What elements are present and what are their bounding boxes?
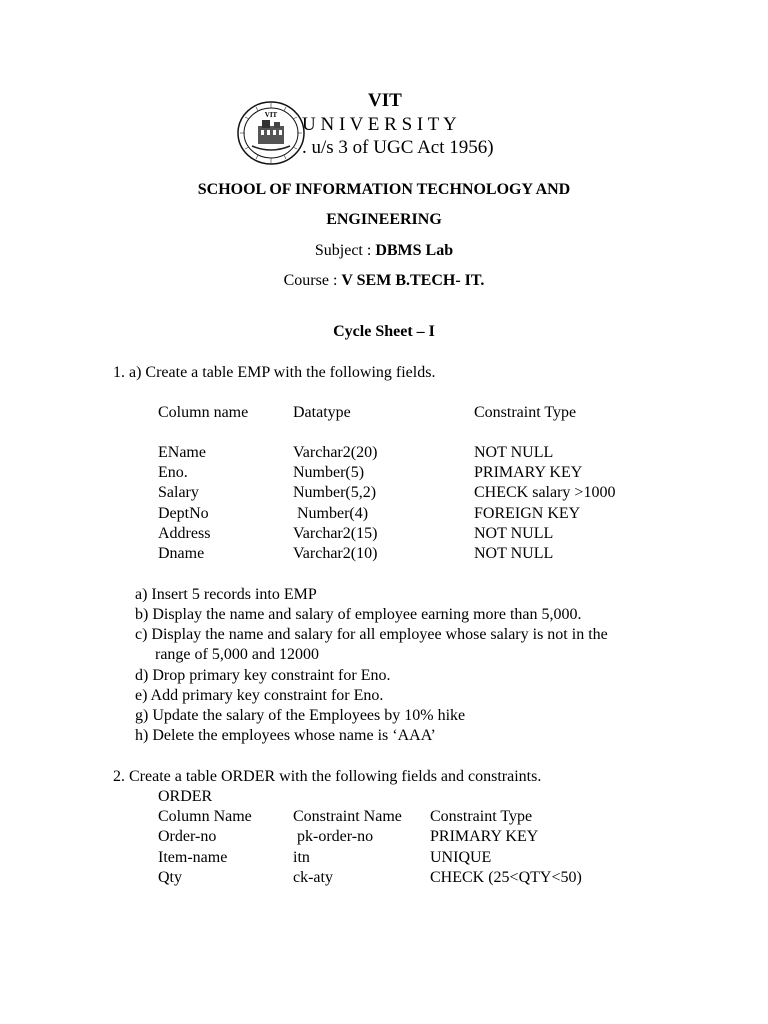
course-value: V SEM B.TECH- IT.	[341, 272, 485, 289]
order-cell: Order-no	[158, 828, 217, 845]
order-col-header: Constraint Name	[293, 808, 402, 825]
emp-cell: FOREIGN KEY	[474, 505, 581, 522]
school-name-line2: ENGINEERING	[326, 211, 442, 228]
emp-cell: Address	[158, 525, 211, 542]
order-cell: UNIQUE	[430, 849, 492, 866]
emp-cell: Number(5,2)	[293, 484, 377, 501]
emp-col-header: Column name	[158, 404, 249, 421]
question-2-heading: 2. Create a table ORDER with the following fields and constraints.	[113, 768, 542, 785]
emp-cell: PRIMARY KEY	[474, 464, 583, 481]
school-name-line1: SCHOOL OF INFORMATION TECHNOLOGY AND	[197, 181, 571, 198]
order-cell: PRIMARY KEY	[430, 828, 539, 845]
order-table-name: ORDER	[158, 788, 213, 805]
university-name: VIT	[368, 90, 402, 111]
order-cell: pk-order-no	[293, 828, 374, 845]
question-1-heading: 1. a) Create a table EMP with the following fields.	[113, 364, 436, 381]
emp-cell: Varchar2(15)	[293, 525, 378, 542]
course-line	[0, 270, 768, 292]
emp-cell: Number(5)	[293, 464, 365, 481]
emp-cell: Varchar2(20)	[293, 444, 378, 461]
list-item: b) Display the name and salary of employee earning more than 5,000.	[135, 606, 582, 623]
order-cell: itn	[293, 849, 310, 866]
emp-cell: NOT NULL	[474, 525, 554, 542]
emp-cell: EName	[158, 444, 206, 461]
emp-cell: Dname	[158, 545, 205, 562]
order-cell: Qty	[158, 869, 182, 886]
course-label: Course :	[283, 272, 342, 289]
subject-label: Subject :	[314, 242, 376, 259]
list-item: c) Display the name and salary for all employee whose salary is not in the	[135, 626, 608, 643]
list-item: d) Drop primary key constraint for Eno.	[135, 667, 391, 684]
order-col-header: Constraint Type	[430, 808, 533, 825]
emp-cell: CHECK salary >1000	[474, 484, 616, 501]
order-cell: Item-name	[158, 849, 228, 866]
order-cell: ck-aty	[293, 869, 333, 886]
subject-line	[0, 240, 768, 262]
cycle-sheet-title: Cycle Sheet – I	[333, 323, 435, 340]
establishment-line: . u/s 3 of UGC Act 1956)	[302, 137, 494, 158]
list-item: g) Update the salary of the Employees by 10% hike	[135, 707, 466, 724]
emp-cell: Varchar2(10)	[293, 545, 378, 562]
emp-cell: DeptNo	[158, 505, 209, 522]
list-item: range of 5,000 and 12000	[135, 646, 319, 663]
seal-text: VIT	[264, 111, 278, 119]
order-col-header: Column Name	[158, 808, 252, 825]
list-item: a) Insert 5 records into EMP	[135, 586, 317, 603]
university-seal-logo	[236, 100, 306, 166]
list-item: e) Add primary key constraint for Eno.	[135, 687, 384, 704]
university-word: U N I V E R S I T Y	[302, 114, 457, 135]
order-cell: CHECK (25<QTY<50)	[430, 869, 582, 886]
emp-col-header: Constraint Type	[474, 404, 577, 421]
subject-value: DBMS Lab	[375, 242, 454, 259]
emp-cell: NOT NULL	[474, 444, 554, 461]
emp-cell: Number(4)	[293, 505, 369, 522]
emp-cell: Eno.	[158, 464, 188, 481]
list-item: h) Delete the employees whose name is ‘AAA’	[135, 727, 436, 744]
emp-cell: NOT NULL	[474, 545, 554, 562]
emp-col-header: Datatype	[293, 404, 351, 421]
emp-cell: Salary	[158, 484, 199, 501]
